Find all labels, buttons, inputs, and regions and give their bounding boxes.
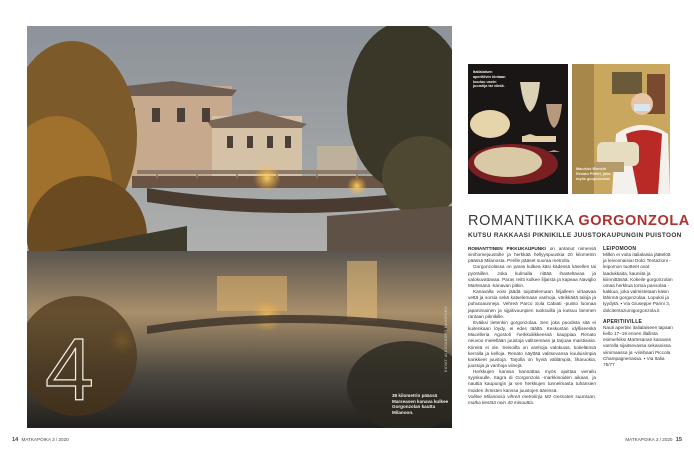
sidebar-tips — [603, 246, 673, 373]
folio-right — [625, 437, 684, 443]
chapter-number: 4 — [45, 320, 94, 419]
lead-caps: ROMANTTINEN PIKKUKAUPUNKI — [468, 246, 546, 251]
paragraph-5: Herkkujen kanssa kannattaa myös ajoittaa vierailu syyskuulle, Sagra di Gorgonzola -markkinoiden aikaan, ja nauttia kaupungin ja sen herkkujen tunnelmasta tuhansien muiden ihmisten kanssa juustojen ääressä. — [468, 369, 596, 393]
sidebar-title-bakery: LEIPOMOON — [603, 246, 637, 252]
headline-accent: GORGONZOLA — [578, 213, 690, 229]
magazine-name-right: MATKAPOIKA — [625, 437, 655, 442]
sidebar-text-aperitivo: Nauti apertiivi italialaiseen tapaan kello 17–19 ennen illallista esimerkiksi Martesanan kanavan varrella sijaitsevassa sekasoissa viinimaassa ja -viinibaari Piccola Champagneriassa. ▪ Via Italia 75/77 — [603, 324, 673, 367]
headline — [468, 213, 690, 229]
sidebar-text-bakery: Milkin ei voita italialaisia jäätelöä ja leivonnaisia! Dolci Tentazioni -leipomon tuotteet ovat laadukkaita, kauniita ja kiiinnittävää. Kokeile gorgonzolan omaa herkkua tortoa pansolaa - kakkua, joka valmistetaan käsin lähinnä gorgonzolaa. Lopuksi ja tyydytä. ▪ Via Giuseppe Parini 3, dolcitentazionigorgonzola.it — [603, 252, 673, 313]
issue-right: 3 / 2020 — [655, 437, 673, 442]
aperitivo-caption: Italialaisen aperitiivin hintaan kuuluu usein juomiija tai viiniä. — [473, 70, 506, 89]
travel-tip: Valitse Milanossa vihreä metrolinja M2 Gessaten suuntaan, matka kestää noin 40 minuuttia. — [468, 393, 596, 405]
canal-photo — [27, 26, 452, 428]
page-number-right: 15 — [675, 437, 682, 443]
article-body — [468, 246, 596, 406]
issue-left: 3 / 2020 — [52, 437, 69, 442]
paragraph-1: on antanut nimensä sinihomejuustolle ja herkkää hellyyspuuskia 20 kilometrin päässä Milanosta. Perille pääset suoraa metrolla. — [468, 246, 596, 264]
aperitivo-photo — [468, 64, 568, 194]
paragraph-2: Gorgonzolassa on paras kulkea käsi kädessä kävellen tai pyöräillen. Joka kulmalla riittää ihasteltavaa ja valokuvattavaa. Paras reitti kulkee liljaista ja kapeaa Naviglio Martesana -kanavan pitkin. — [468, 264, 596, 288]
cheesemonger-photo — [572, 64, 670, 194]
paragraph-4: Eväiksi tietenkin gorgonzolaa. Sen joka puodista sitä ei kuitenkaan löydy, ei edes täältä. Keskustan idylliseeskä Macelleria Agostoli -herkkuliikkeessä kauppiaa Renato neuvoo mielellään juustoja valitsemaan ja tarjoaa maistiaisia. Kiireitä ei ole. Seisoilla on vanhoja valokuvia, kotieläimiä kerralla ja kelloja. Renato näyttää valitsevansa kuuluisimpia kankkeet juustoja. Tarjolla on hyviä välilämpiä, liharuokia, juustoja ja vanhoja viinejä. — [468, 319, 596, 368]
cheesemonger-caption: Maurizio Bianchi Renato Pifferi, joka myös gorgonzolaa. — [576, 167, 611, 181]
paragraph-3: Kanavalla voisi jäädä tuijottelemaan hiljalleen virtaavaa vettä ja sorsia sekä katselemaan vanhoja, värikkäitä taloja ja puhutoaunneja. Vehreä Parco Sola Cabiati -puisto luomaa japanimainen ja sijpitivuunpien tuoksuilla ja kutsuu lammen rantaan piknikille. — [468, 289, 596, 319]
subheadline: KUTSU RAKKAASI PIKNIKILLE JUUSTOKAUPUNGIN PUISTOON — [468, 232, 682, 239]
page-number-left: 14 — [12, 437, 19, 443]
folio-left — [10, 437, 69, 443]
sidebar-title-aperitivo: APERITIIVILLE — [603, 318, 643, 325]
article-lead — [468, 246, 596, 264]
headline-prefix: ROMANTIIKKA — [468, 213, 574, 229]
photo-caption: 38 kilometrin päässä Marseasen kanava kulkee Gorgonzolan kautta Milanoon. — [392, 393, 449, 415]
photo-credit: KUVAT: ALESSANDRO MAIORANO — [444, 306, 448, 372]
magazine-name-left: MATKAPOIKA — [21, 437, 51, 442]
